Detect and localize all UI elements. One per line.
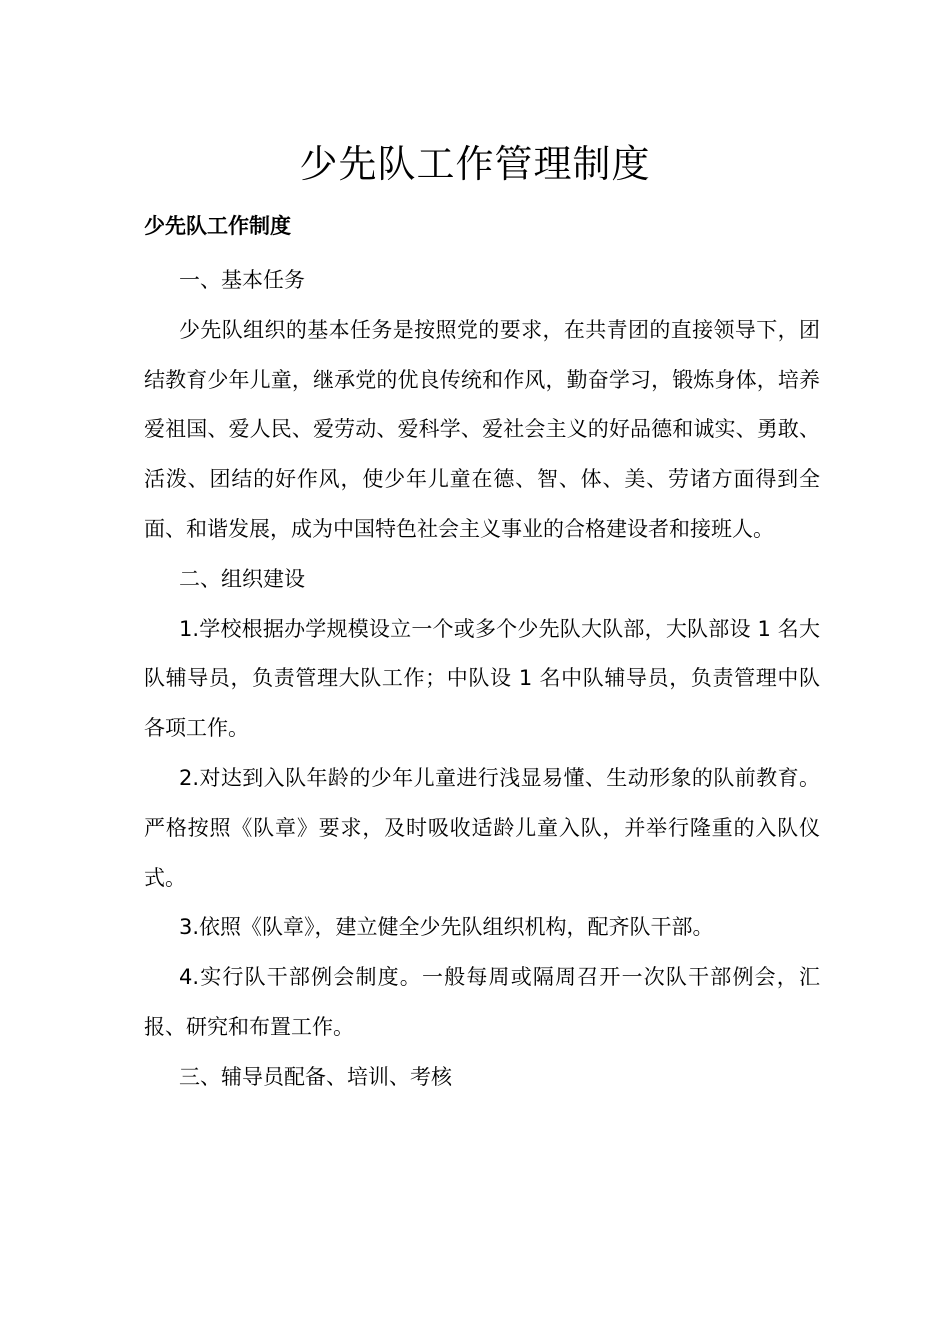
- section-heading-basic-tasks: 一、基本任务: [179, 268, 305, 292]
- document-title: 少先队工作管理制度: [299, 142, 651, 186]
- document-body: [144, 256, 820, 1103]
- paragraph-item-3: 3.依照《队章》，建立健全少先队组织机构，配齐队干部。: [179, 915, 714, 940]
- paragraph-item-1: 1.学校根据办学规模设立一个或多个少先队大队部，大队部设 1 名大队辅导员，负责管理大队工作；中队设 1 名中队辅导员，负责管理中队各项工作。: [144, 616, 820, 741]
- paragraph-basic-tasks: 少先队组织的基本任务是按照党的要求，在共青团的直接领导下，团结教育少年儿童，继承党的优良传统和作风，勤奋学习，锻炼身体，培养爱祖国、爱人民、爱劳动、爱科学、爱社会主义的好品德和诚实、勇敢、活泼、团结的好作风，使少年儿童在德、智、体、美、劳诸方面得到全面、和谐发展，成为中国特色社会主义事业的合格建设者和接班人。: [144, 317, 820, 541]
- section-heading-organization: 二、组织建设: [179, 566, 305, 591]
- paragraph-item-4: 4.实行队干部例会制度。一般每周或隔周召开一次队干部例会，汇报、研究和布置工作。: [144, 965, 820, 1039]
- section-heading-counselors: 三、辅导员配备、培训、考核: [179, 1064, 452, 1089]
- section-subtitle: 少先队工作制度: [144, 214, 291, 238]
- paragraph-item-2: 2.对达到入队年龄的少年儿童进行浅显易懂、生动形象的队前教育。严格按照《队章》要求，及时吸收适龄儿童入队，并举行隆重的入队仪式。: [144, 765, 820, 890]
